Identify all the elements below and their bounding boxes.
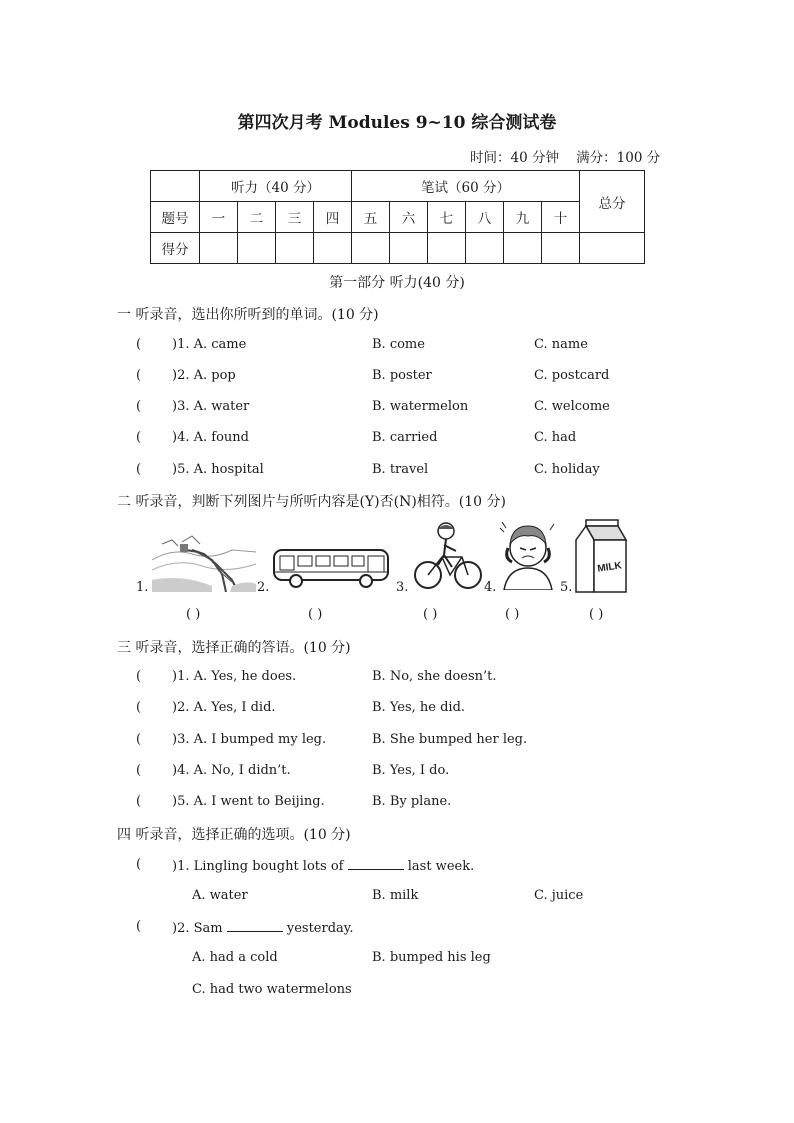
exam-meta (470, 146, 660, 166)
writing-header: 笔试（60 分） (352, 171, 580, 202)
bicycle-picture (412, 521, 484, 593)
score-cell-total[interactable] (580, 233, 645, 264)
question-stem: )2. Sam (172, 921, 223, 936)
option-b: B. watermelon (372, 399, 469, 414)
option-b: B. come (372, 337, 425, 352)
col-number: 六 (390, 202, 428, 233)
score-cell[interactable] (504, 233, 542, 264)
option-b: B. travel (372, 462, 429, 477)
total-header: 总分 (580, 171, 645, 233)
section-4-heading: 四 听录音，选择正确的选项。(10 分) (117, 827, 351, 843)
answer-paren[interactable]: ( ) (589, 607, 604, 622)
col-number: 一 (200, 202, 238, 233)
fill-blank[interactable] (348, 857, 404, 870)
row-label-score: 得分 (151, 233, 200, 264)
answer-paren[interactable]: ( (136, 763, 142, 778)
fill-blank[interactable] (227, 919, 283, 932)
picture-label: 2. (257, 580, 270, 595)
score-cell[interactable] (428, 233, 466, 264)
option-a: A. water (192, 888, 248, 903)
col-number: 七 (428, 202, 466, 233)
picture-label: 1. (136, 580, 149, 595)
score-cell[interactable] (542, 233, 580, 264)
option-b: B. milk (372, 888, 419, 903)
col-number: 十 (542, 202, 580, 233)
score-cell[interactable] (314, 233, 352, 264)
great-wall-picture (152, 530, 256, 592)
answer-paren[interactable]: ( (136, 337, 142, 352)
exam-full-score: 满分：100 分 (576, 150, 661, 166)
option-b: B. By plane. (372, 794, 452, 809)
answer-paren[interactable]: ( (136, 700, 142, 715)
exam-time: 时间：40 分钟 (470, 150, 559, 166)
answer-paren[interactable]: ( (136, 857, 142, 872)
headache-boy-picture (498, 518, 558, 590)
col-number: 九 (504, 202, 542, 233)
answer-paren[interactable]: ( (136, 732, 142, 747)
question-option-a: )1. A. Yes, he does. (172, 669, 297, 684)
answer-paren[interactable]: ( ) (308, 607, 323, 622)
answer-paren[interactable]: ( ) (423, 607, 438, 622)
answer-paren[interactable]: ( (136, 462, 142, 477)
option-a: A. had a cold (192, 950, 278, 965)
col-number: 五 (352, 202, 390, 233)
question-stem-end: yesterday. (286, 921, 354, 936)
question-option-a: )4. A. No, I didn’t. (172, 763, 291, 778)
option-b: B. bumped his leg (372, 950, 491, 965)
answer-paren[interactable]: ( ) (505, 607, 520, 622)
row-label-number: 题号 (151, 202, 200, 233)
question-option-a: )4. A. found (172, 430, 249, 445)
option-c: C. postcard (534, 368, 610, 383)
answer-paren[interactable]: ( (136, 368, 142, 383)
score-cell[interactable] (352, 233, 390, 264)
col-number: 三 (276, 202, 314, 233)
milk-carton-picture (574, 518, 630, 594)
score-cell[interactable] (276, 233, 314, 264)
score-cell[interactable] (200, 233, 238, 264)
question-option-a: )2. A. Yes, I did. (172, 700, 276, 715)
option-c: C. had (534, 430, 577, 445)
part-title: 第一部分 听力(40 分) (329, 275, 465, 291)
section-3-heading: 三 听录音，选择正确的答语。(10 分) (117, 640, 351, 656)
question-stem-end: last week. (407, 859, 475, 874)
option-c: C. juice (534, 888, 584, 903)
option-b: B. No, she doesn’t. (372, 669, 497, 684)
option-b: B. Yes, he did. (372, 700, 466, 715)
listening-header: 听力（40 分） (200, 171, 352, 202)
option-b: B. carried (372, 430, 438, 445)
col-number: 二 (238, 202, 276, 233)
score-cell[interactable] (238, 233, 276, 264)
question-option-a: )1. A. came (172, 337, 247, 352)
col-number: 四 (314, 202, 352, 233)
page-title: 第四次月考 Modules 9~10 综合测试卷 (237, 113, 557, 133)
picture-label: 3. (396, 580, 409, 595)
answer-paren[interactable]: ( (136, 430, 142, 445)
score-table (150, 170, 645, 264)
option-c: C. holiday (534, 462, 600, 477)
option-c: C. name (534, 337, 588, 352)
option-c: C. had two watermelons (192, 982, 352, 997)
answer-paren[interactable]: ( (136, 919, 142, 934)
section-2-heading: 二 听录音，判断下列图片与所听内容是(Y)否(N)相符。(10 分) (117, 494, 506, 510)
question-option-a: )3. A. water (172, 399, 250, 414)
question-text (172, 857, 474, 874)
question-option-a: )5. A. I went to Beijing. (172, 794, 325, 809)
question-option-a: )3. A. I bumped my leg. (172, 732, 327, 747)
question-text (172, 919, 354, 936)
picture-label: 4. (484, 580, 497, 595)
question-stem: )1. Lingling bought lots of (172, 859, 344, 874)
answer-paren[interactable]: ( (136, 794, 142, 809)
bus-picture (272, 546, 392, 590)
option-b: B. She bumped her leg. (372, 732, 528, 747)
score-cell[interactable] (466, 233, 504, 264)
score-cell[interactable] (390, 233, 428, 264)
col-number: 八 (466, 202, 504, 233)
question-option-a: )2. A. pop (172, 368, 236, 383)
milk-label: MILK (596, 560, 623, 575)
section-1-heading: 一 听录音，选出你所听到的单词。(10 分) (117, 307, 379, 323)
option-b: B. Yes, I do. (372, 763, 450, 778)
question-option-a: )5. A. hospital (172, 462, 264, 477)
answer-paren[interactable]: ( (136, 669, 142, 684)
answer-paren[interactable]: ( (136, 399, 142, 414)
option-c: C. welcome (534, 399, 610, 414)
picture-label: 5. (560, 580, 573, 595)
option-b: B. poster (372, 368, 432, 383)
answer-paren[interactable]: ( ) (186, 607, 201, 622)
